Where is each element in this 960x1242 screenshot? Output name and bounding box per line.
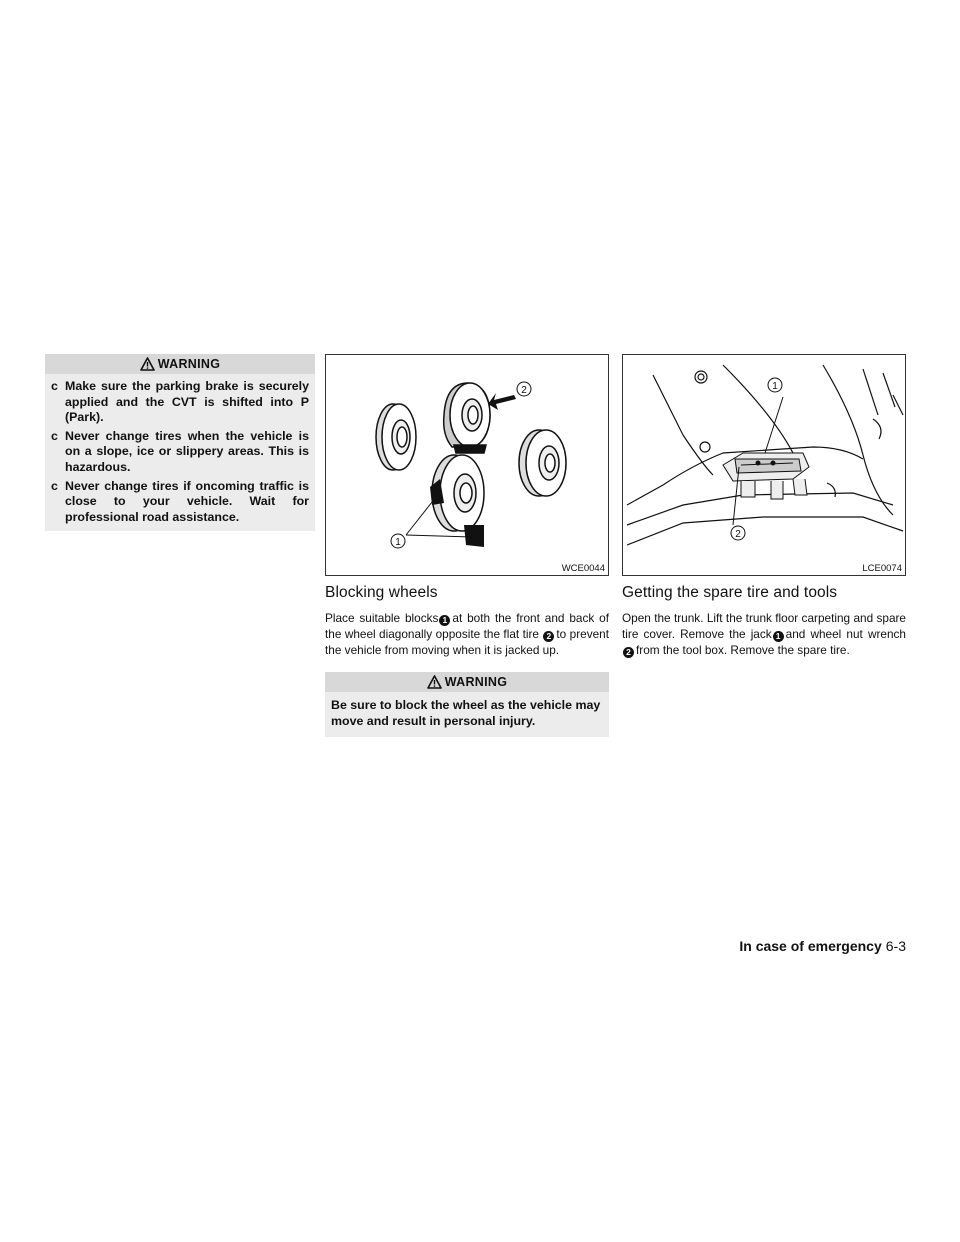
trunk-figure <box>622 354 906 576</box>
bullet-glyph: c <box>51 379 58 393</box>
warning-header <box>325 672 609 692</box>
blocking-wheels-figure <box>325 354 609 576</box>
wheel-block-rear <box>464 525 484 547</box>
wheel-blocks-illustration <box>326 355 610 577</box>
warning-triangle-icon <box>140 357 155 371</box>
tire-right <box>519 430 566 496</box>
reference-marker: 2 <box>623 647 634 658</box>
leader-line <box>765 397 783 453</box>
section-body <box>622 610 906 658</box>
body-text: and wheel nut wrench <box>785 627 906 641</box>
warning-box-block-wheel <box>325 672 609 737</box>
svg-text:1: 1 <box>395 537 401 548</box>
figure-code: LCE0074 <box>862 563 902 574</box>
reference-marker: 1 <box>439 615 450 626</box>
svg-text:2: 2 <box>521 385 527 396</box>
figure-code: WCE0044 <box>561 563 605 574</box>
trunk-illustration <box>623 355 907 577</box>
warning-box-tire-change <box>45 354 315 531</box>
tire-flat <box>444 383 490 453</box>
leader-line <box>406 497 436 535</box>
warning-item <box>51 379 309 426</box>
callout-2 <box>517 382 531 396</box>
warning-title: WARNING <box>444 675 508 689</box>
warning-header <box>45 354 315 374</box>
svg-text:2: 2 <box>735 529 741 540</box>
section-body <box>325 610 609 658</box>
svg-text:1: 1 <box>772 381 778 392</box>
callout-1 <box>768 378 782 392</box>
bullet-glyph: c <box>51 428 58 443</box>
warning-title: WARNING <box>157 357 221 371</box>
callout-2 <box>731 526 745 540</box>
warning-item <box>51 429 309 476</box>
reference-marker: 2 <box>543 631 554 642</box>
callout-1 <box>391 534 405 548</box>
warning-item <box>51 479 309 526</box>
body-text: at both the front and back of the wheel diagonally opposite the flat tire <box>325 611 609 641</box>
tool-box <box>723 453 809 499</box>
body-text: Place suitable blocks <box>325 611 439 625</box>
warning-content: Be sure to block the wheel as the vehicle may move and result in personal injury. <box>325 692 609 737</box>
warning-item-text: Make sure the parking brake is securely applied and the CVT is shifted into P (Park). <box>65 379 309 425</box>
warning-list <box>51 379 309 525</box>
body-text: Open the trunk. Lift the trunk floor carpeting and spare tire cover. Remove the jack <box>622 611 906 641</box>
warning-item-text: Never change tires when the vehicle is on a slope, ice or slippery areas. This is hazardous. <box>65 428 309 474</box>
section-title: Getting the spare tire and tools <box>622 584 838 601</box>
page-footer <box>580 938 906 954</box>
footer-section-name: In case of emergency <box>739 938 882 954</box>
warning-triangle-icon <box>427 675 442 689</box>
page-number: 6-3 <box>885 938 906 954</box>
warning-item-text: Never change tires if oncoming traffic is close to your vehicle. Wait for professional road assistance. <box>65 478 309 524</box>
reference-marker: 1 <box>773 631 784 642</box>
body-text: to prevent the vehicle from moving when it is jacked up. <box>325 627 610 657</box>
body-text: from the tool box. Remove the spare tire. <box>636 643 850 657</box>
arrow-indicator <box>488 393 516 410</box>
warning-content <box>45 374 315 531</box>
tire-left <box>376 404 416 470</box>
bullet-glyph: c <box>51 478 58 493</box>
spare-tire-section <box>622 354 906 658</box>
leader-line <box>406 535 472 537</box>
section-title: Blocking wheels <box>325 584 438 601</box>
blocking-wheels-section <box>325 354 609 737</box>
